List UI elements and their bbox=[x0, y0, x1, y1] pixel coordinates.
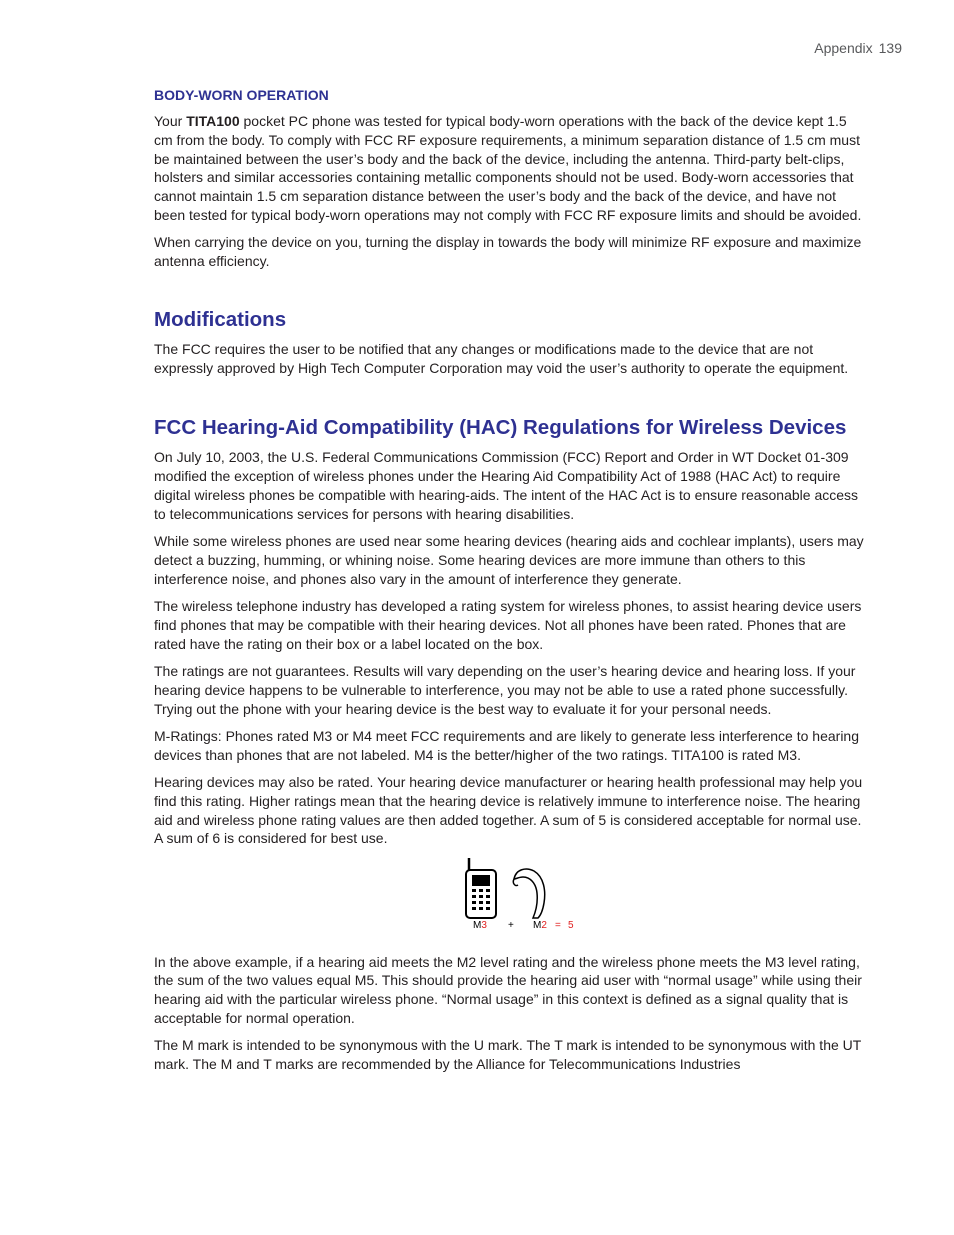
page-content bbox=[154, 86, 864, 1082]
modifications-heading: Modifications bbox=[154, 307, 287, 331]
hac-paragraph-7: In the above example, if a hearing aid meets the M2 level rating and the wireless phone meets the M3 level rating, the sum of the two values equal M5. This should provide the hearing aid user with “normal usage” while using their hearing aid with the particular wireless phone. “Normal usage” in this context is defined as a signal quality that is acceptable for normal operation. bbox=[154, 953, 862, 1026]
hac-paragraph-4: The ratings are not guarantees. Results will vary depending on the user’s hearing device and hearing loss. If your hearing device happens to be vulnerable to interference, you may not be able to use a rated phone successfully. Trying out the phone with your hearing device is the best way to evaluate it for your personal needs. bbox=[154, 662, 856, 717]
hac-heading: FCC Hearing-Aid Compatibility (HAC) Regulations for Wireless Devices bbox=[154, 416, 847, 440]
header-section: Appendix bbox=[814, 40, 873, 56]
phone-rating-value: 3 bbox=[481, 919, 487, 931]
hac-rating-figure bbox=[0, 857, 954, 949]
modifications-paragraph: The FCC requires the user to be notified that any changes or modifications made to the device that are not expressly approved by High Tech Computer Corporation may void the user’s authority to operate the equipment. bbox=[154, 340, 849, 376]
phone-icon bbox=[466, 858, 496, 918]
model-name: TITA100 bbox=[186, 113, 240, 129]
aid-rating-letter: M bbox=[533, 919, 542, 931]
hac-paragraph-5: M-Ratings: Phones rated M3 or M4 meet FCC requirements and are likely to generate less interference to hearing devices than phones that are not labeled. M4 is the better/higher of the two ratings. TITA100 is rated M3. bbox=[154, 727, 860, 763]
page-number: 139 bbox=[878, 40, 902, 56]
hac-paragraph-1: On July 10, 2003, the U.S. Federal Communications Commission (FCC) Report and Order in WT Docket 01-309 modified the exception of wireless phones under the Hearing Aid Compatibility Act of 1988 (HAC Act) to require digital wireless phones be compatible with hearing-aids. The intent of the HAC Act is to ensure reasonable access to telecommunications services for persons with hearing disabilities. bbox=[154, 449, 859, 522]
body-worn-paragraph-1 bbox=[154, 112, 864, 225]
hearing-aid-icon bbox=[513, 869, 544, 918]
hac-paragraph-8: The M mark is intended to be synonymous with the U mark. The T mark is intended to be synonymous with the UT mark. The M and T marks are recommended by the Alliance for Telecommunications Industries bbox=[154, 1037, 862, 1073]
page-header bbox=[814, 40, 902, 56]
hac-paragraph-3: The wireless telephone industry has developed a rating system for wireless phones, to assist hearing device users find phones that may be compatible with their hearing devices. Not all phones have been rated. Phones that are rated have the rating on their box or a label located on the box. bbox=[154, 598, 862, 652]
equals-sign: = bbox=[555, 919, 561, 931]
phone-rating-letter: M bbox=[473, 919, 482, 931]
p1-before: Your bbox=[154, 113, 187, 129]
plus-sign: + bbox=[508, 919, 514, 931]
body-worn-paragraph-2: When carrying the device on you, turning the display in towards the body will minimize RF exposure and maximize antenna efficiency. bbox=[154, 234, 862, 270]
hac-paragraph-2: While some wireless phones are used near some hearing devices (hearing aids and cochlear implants), users may detect a buzzing, humming, or whining noise. Some hearing devices are more immune than others to this interference noise, and phones also vary in the amount of interference they generate. bbox=[154, 533, 864, 587]
body-worn-heading: BODY-WORN OPERATION bbox=[154, 87, 329, 103]
hac-paragraph-6: Hearing devices may also be rated. Your hearing device manufacturer or hearing health professional may help you find this rating. Higher ratings mean that the hearing device is relatively immune to interference noise. The hearing aid and wireless phone rating values are then added together. A sum of 5 is considered acceptable for normal use. A sum of 6 is considered for best use. bbox=[154, 773, 863, 847]
phone-and-hearing-aid-illustration bbox=[458, 857, 558, 919]
rating-sum: 5 bbox=[568, 919, 574, 931]
aid-rating-value: 2 bbox=[541, 919, 547, 931]
aid-rating-label bbox=[533, 920, 547, 931]
p1-after: pocket PC phone was tested for typical body-worn operations with the back of the device kept 1.5 cm from the body. To comply with FCC RF exposure requirements, a minimum separation distance of 1.5 cm must be maintained between the user’s body and the back of the device, including the antenna. Third-party belt-clips, holsters and similar accessories containing metallic components should not be used. Body-worn accessories that cannot maintain 1.5 cm separation distance between the user’s body and the back of the device, and have not been tested for typical body-worn operations may not comply with FCC RF exposure limits and should be avoided. bbox=[154, 113, 862, 223]
phone-rating-label bbox=[473, 920, 487, 931]
